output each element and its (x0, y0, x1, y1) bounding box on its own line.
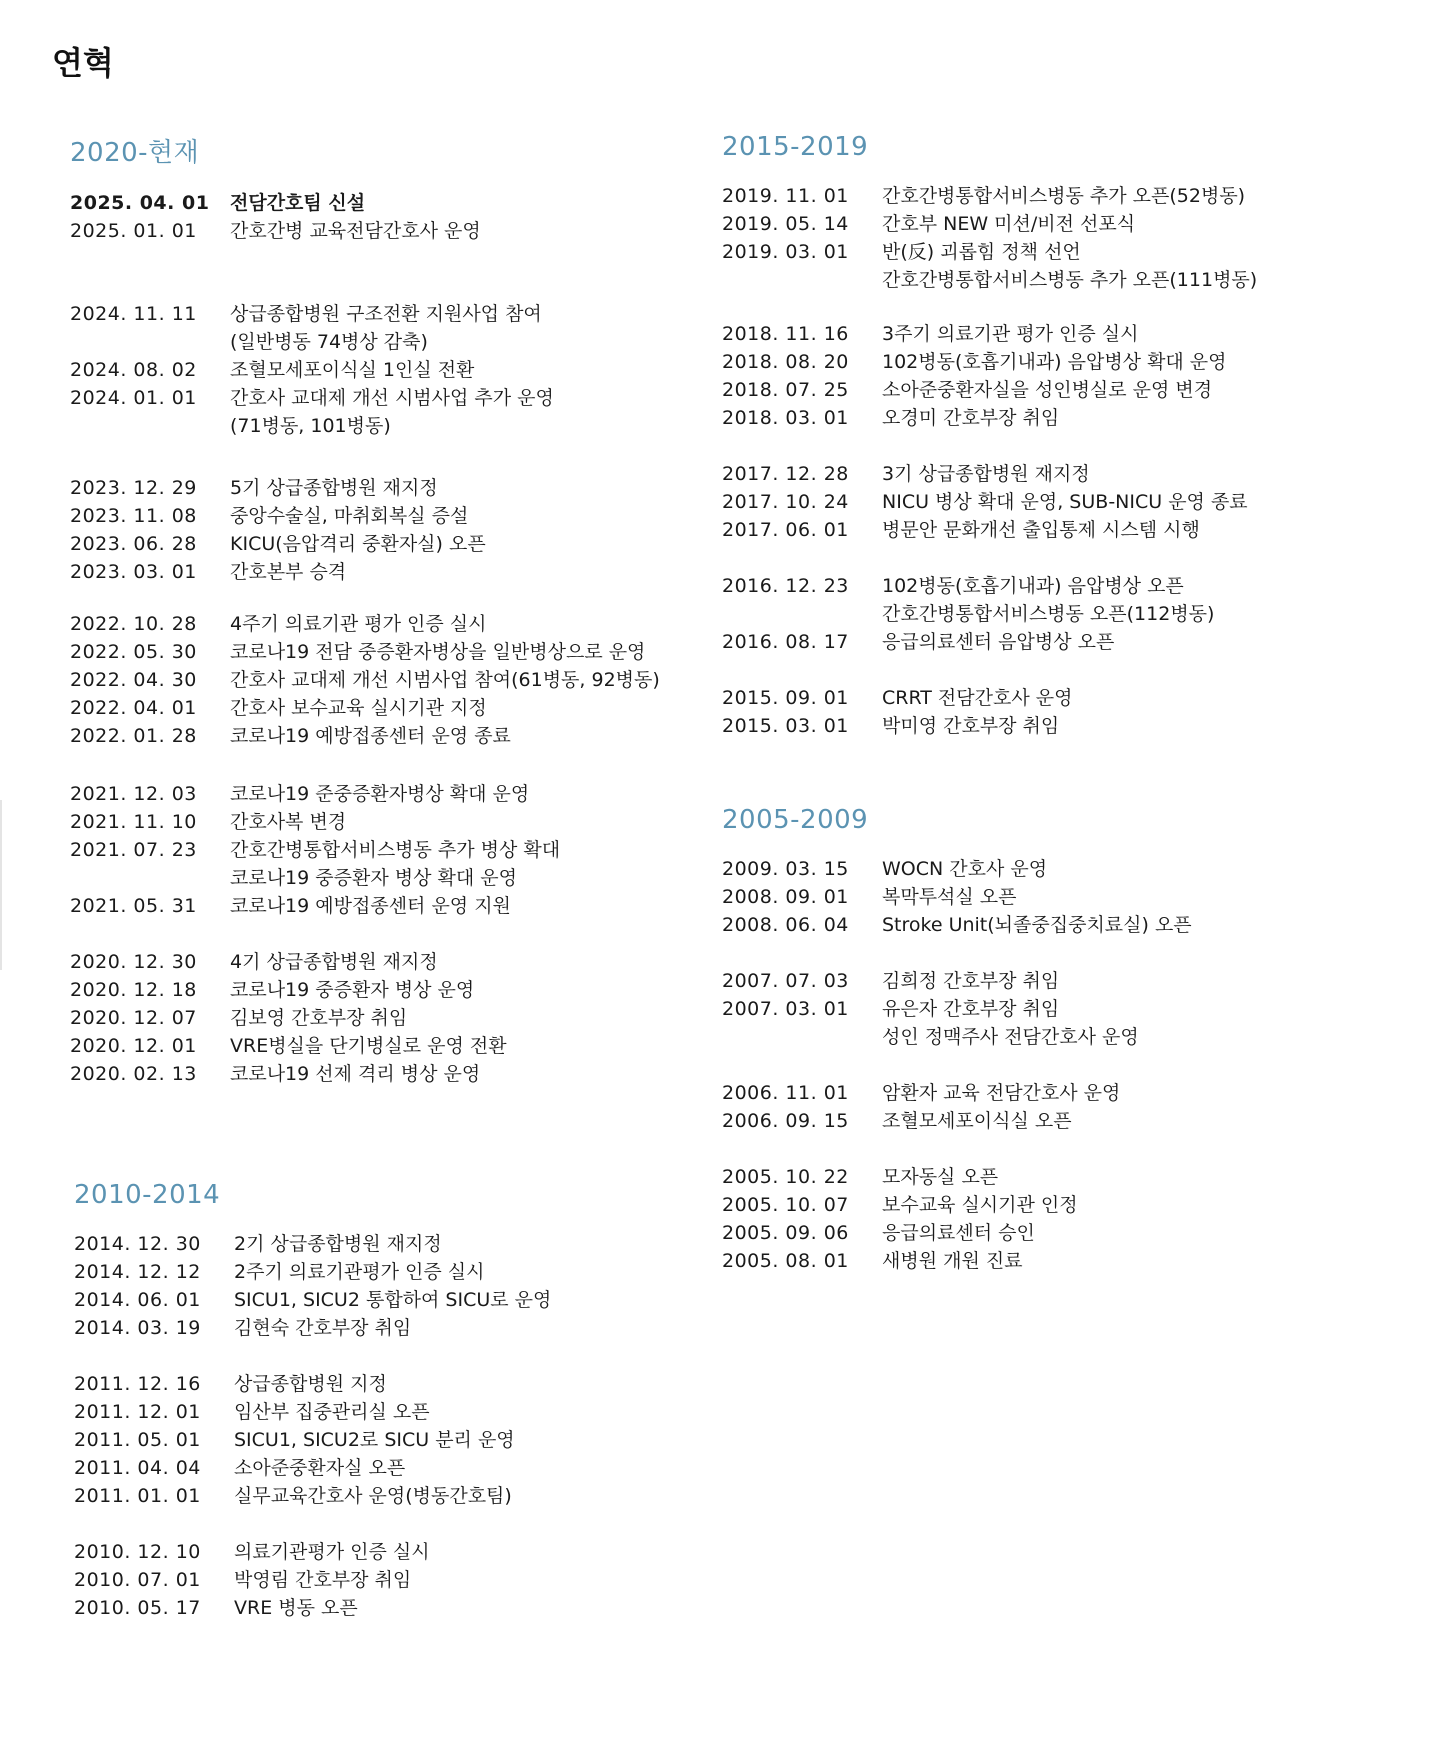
event-date: 2010. 05. 17 (74, 1597, 201, 1619)
timeline-row (70, 356, 660, 384)
event-line: 3기 상급종합병원 재지정 (882, 463, 1090, 485)
event-date: 2020. 12. 07 (70, 1007, 197, 1029)
timeline-row (722, 516, 1257, 544)
event-line: 코로나19 중증환자 병상 확대 운영 (230, 867, 517, 889)
event-line: 전담간호팀 신설 (230, 192, 366, 214)
event-description (234, 1482, 512, 1510)
event-line: 실무교육간호사 운영(병동간호팀) (234, 1485, 512, 1507)
event-date: 2018. 08. 20 (722, 351, 849, 373)
timeline-row (722, 1163, 1192, 1191)
event-date: 2008. 06. 04 (722, 914, 849, 936)
timeline-row (70, 638, 660, 666)
event-date: 2010. 12. 10 (74, 1541, 201, 1563)
event-description (882, 855, 1047, 883)
timeline-row (722, 712, 1257, 740)
timeline-row (722, 572, 1257, 628)
event-line: 의료기관평가 인증 실시 (234, 1541, 430, 1563)
event-line: 김현숙 간호부장 취임 (234, 1317, 412, 1339)
event-date: 2005. 10. 22 (722, 1166, 849, 1188)
event-description (230, 1032, 507, 1060)
event-line: 김희정 간호부장 취임 (882, 970, 1060, 992)
timeline-row (722, 320, 1257, 348)
event-date: 2024. 01. 01 (70, 387, 197, 409)
timeline-row (74, 1398, 551, 1426)
timeline-row (74, 1482, 551, 1510)
event-description (882, 572, 1214, 628)
event-line: 병문안 문화개선 출입통제 시스템 시행 (882, 519, 1200, 541)
event-line: 오경미 간호부장 취임 (882, 407, 1060, 429)
event-line: 코로나19 예방접종센터 운영 종료 (230, 725, 511, 747)
event-line: 코로나19 중증환자 병상 운영 (230, 979, 475, 1001)
timeline-row (70, 666, 660, 694)
event-date: 2014. 03. 19 (74, 1317, 201, 1339)
event-line: 응급의료센터 음압병상 오픈 (882, 631, 1115, 653)
event-date: 2016. 08. 17 (722, 631, 849, 653)
timeline-row (722, 210, 1257, 238)
event-description (882, 320, 1139, 348)
timeline-list (722, 182, 1257, 740)
event-description (882, 883, 1017, 911)
event-description (230, 808, 346, 836)
event-description (882, 1163, 998, 1191)
event-line: 간호부 NEW 미션/비전 선포식 (882, 213, 1136, 235)
event-line: KICU(음압격리 중환자실) 오픈 (230, 533, 486, 555)
event-description (882, 911, 1192, 939)
event-description (234, 1566, 411, 1594)
timeline-row (70, 530, 660, 558)
event-date: 2005. 08. 01 (722, 1250, 849, 1272)
event-description (882, 1247, 1023, 1275)
section-2010-2014 (74, 1180, 551, 1622)
timeline-row (70, 610, 660, 638)
event-description (882, 712, 1059, 740)
section-title: 2010-2014 (74, 1180, 221, 1210)
event-date: 2011. 04. 04 (74, 1457, 201, 1479)
event-date: 2005. 10. 07 (722, 1194, 849, 1216)
event-line: 박미영 간호부장 취임 (882, 715, 1060, 737)
timeline-list (722, 855, 1192, 1275)
timeline-row (70, 948, 660, 976)
event-description (230, 474, 438, 502)
timeline-row (70, 384, 660, 440)
event-description (230, 948, 438, 976)
timeline-row (70, 836, 660, 892)
event-date: 2020. 12. 01 (70, 1035, 197, 1057)
event-description (882, 404, 1059, 432)
event-date: 2019. 03. 01 (722, 241, 849, 263)
event-line: (일반병동 74병상 감축) (230, 331, 428, 353)
event-date: 2016. 12. 23 (722, 575, 849, 597)
timeline-row (722, 883, 1192, 911)
event-date: 2019. 05. 14 (722, 213, 849, 235)
event-description (882, 348, 1227, 376)
event-line: 상급종합병원 구조전환 지원사업 참여 (230, 303, 542, 325)
event-description (230, 356, 474, 384)
event-description (234, 1594, 358, 1622)
event-date: 2018. 11. 16 (722, 323, 849, 345)
event-line: 새병원 개원 진료 (882, 1250, 1023, 1272)
event-description (230, 666, 660, 694)
event-date: 2014. 06. 01 (74, 1289, 201, 1311)
event-description (882, 182, 1245, 210)
event-date: 2023. 12. 29 (70, 477, 197, 499)
event-description (230, 694, 487, 722)
edge-divider (0, 800, 2, 970)
timeline-row (722, 855, 1192, 883)
event-description (882, 1107, 1072, 1135)
event-line: 복막투석실 오픈 (882, 886, 1017, 908)
event-date: 2022. 10. 28 (70, 613, 197, 635)
event-date: 2011. 12. 16 (74, 1373, 201, 1395)
section-title: 2020-현재 (70, 138, 200, 168)
event-line: 소아준중환자실 오픈 (234, 1457, 406, 1479)
event-description (230, 892, 511, 920)
section-2020-present (70, 132, 660, 1088)
event-description (230, 638, 645, 666)
event-date: 2025. 04. 01 (70, 192, 210, 214)
event-date: 2017. 06. 01 (722, 519, 849, 541)
event-line: 간호본부 승격 (230, 561, 347, 583)
event-line: SICU1, SICU2 통합하여 SICU로 운영 (234, 1289, 552, 1311)
section-title: 2015-2019 (722, 132, 869, 162)
event-line: 2주기 의료기관평가 인증 실시 (234, 1261, 485, 1283)
event-line: VRE병실을 단기병실로 운영 전환 (230, 1035, 507, 1057)
timeline-row (70, 722, 660, 750)
event-description (230, 384, 554, 440)
event-date: 2008. 09. 01 (722, 886, 849, 908)
timeline-row (722, 911, 1192, 939)
event-date: 2011. 01. 01 (74, 1485, 201, 1507)
event-line: 2기 상급종합병원 재지정 (234, 1233, 442, 1255)
timeline-row (70, 474, 660, 502)
event-description (234, 1538, 430, 1566)
section-title: 2005-2009 (722, 805, 869, 835)
event-line: 코로나19 준중증환자병상 확대 운영 (230, 783, 530, 805)
event-description (234, 1314, 411, 1342)
event-line: SICU1, SICU2로 SICU 분리 운영 (234, 1429, 515, 1451)
timeline-row (74, 1426, 551, 1454)
event-date: 2021. 12. 03 (70, 783, 197, 805)
event-description (234, 1286, 551, 1314)
event-date: 2009. 03. 15 (722, 858, 849, 880)
event-line: 간호사 보수교육 실시기관 지정 (230, 697, 487, 719)
event-description (230, 189, 365, 217)
event-description (230, 530, 486, 558)
event-date: 2024. 08. 02 (70, 359, 197, 381)
event-line: 조혈모세포이식실 오픈 (882, 1110, 1072, 1132)
timeline-row (70, 1032, 660, 1060)
event-date: 2024. 11. 11 (70, 303, 197, 325)
event-line: 중앙수술실, 마취회복실 증설 (230, 505, 469, 527)
event-line: 간호간병통합서비스병동 추가 병상 확대 (230, 839, 561, 861)
timeline-row (722, 995, 1192, 1051)
event-description (234, 1370, 387, 1398)
event-date: 2018. 03. 01 (722, 407, 849, 429)
timeline-row (70, 1004, 660, 1032)
page-title: 연혁 (52, 44, 114, 82)
timeline-row (722, 967, 1192, 995)
event-description (882, 1191, 1078, 1219)
event-description (882, 210, 1135, 238)
event-date: 2022. 01. 28 (70, 725, 197, 747)
event-line: 간호간병통합서비스병동 오픈(112병동) (882, 603, 1215, 625)
event-description (882, 238, 1257, 294)
event-date: 2021. 05. 31 (70, 895, 197, 917)
event-line: 4기 상급종합병원 재지정 (230, 951, 438, 973)
timeline-row (722, 182, 1257, 210)
timeline-row (74, 1454, 551, 1482)
event-description (882, 995, 1139, 1051)
event-line: VRE 병동 오픈 (234, 1597, 358, 1619)
event-description (230, 502, 468, 530)
event-line: 간호사 교대제 개선 시범사업 참여(61병동, 92병동) (230, 669, 660, 691)
event-description (230, 722, 511, 750)
event-date: 2019. 11. 01 (722, 185, 849, 207)
timeline-row (722, 1191, 1192, 1219)
timeline-list (74, 1230, 551, 1622)
event-line: 간호간병 교육전담간호사 운영 (230, 220, 481, 242)
event-description (230, 558, 346, 586)
event-description (234, 1426, 515, 1454)
event-date: 2007. 07. 03 (722, 970, 849, 992)
event-line: 박영림 간호부장 취임 (234, 1569, 412, 1591)
event-line: 102병동(호흡기내과) 음압병상 확대 운영 (882, 351, 1227, 373)
timeline-row (74, 1370, 551, 1398)
event-description (230, 1004, 407, 1032)
event-line: 간호사복 변경 (230, 811, 347, 833)
timeline-row (74, 1258, 551, 1286)
event-date: 2022. 04. 30 (70, 669, 197, 691)
event-line: 임산부 집중관리실 오픈 (234, 1401, 430, 1423)
event-line: 소아준중환자실을 성인병실로 운영 변경 (882, 379, 1213, 401)
event-description (882, 1219, 1035, 1247)
event-date: 2017. 10. 24 (722, 491, 849, 513)
event-line: NICU 병상 확대 운영, SUB-NICU 운영 종료 (882, 491, 1248, 513)
event-date: 2011. 12. 01 (74, 1401, 201, 1423)
timeline-row (722, 348, 1257, 376)
timeline-row (70, 892, 660, 920)
timeline-row (70, 300, 660, 356)
event-description (230, 610, 487, 638)
event-description (230, 836, 560, 892)
event-date: 2014. 12. 30 (74, 1233, 201, 1255)
event-date: 2020. 02. 13 (70, 1063, 197, 1085)
timeline-row (70, 780, 660, 808)
timeline-list (70, 189, 660, 1088)
event-line: 성인 정맥주사 전담간호사 운영 (882, 1026, 1139, 1048)
event-description (230, 217, 481, 245)
timeline-row (70, 217, 660, 245)
section-2005-2009 (722, 805, 1192, 1275)
timeline-row (722, 460, 1257, 488)
timeline-row (722, 1079, 1192, 1107)
event-line: 간호사 교대제 개선 시범사업 추가 운영 (230, 387, 554, 409)
timeline-row (70, 694, 660, 722)
event-line: 간호간병통합서비스병동 추가 오픈(111병동) (882, 269, 1258, 291)
timeline-row (70, 189, 660, 217)
event-date: 2007. 03. 01 (722, 998, 849, 1020)
event-date: 2015. 09. 01 (722, 687, 849, 709)
event-date: 2006. 09. 15 (722, 1110, 849, 1132)
event-description (234, 1454, 405, 1482)
event-description (882, 488, 1248, 516)
event-line: (71병동, 101병동) (230, 415, 391, 437)
event-date: 2020. 12. 18 (70, 979, 197, 1001)
timeline-row (722, 376, 1257, 404)
event-line: 코로나19 선제 격리 병상 운영 (230, 1063, 481, 1085)
timeline-row (70, 502, 660, 530)
event-description (234, 1398, 430, 1426)
event-line: WOCN 간호사 운영 (882, 858, 1048, 880)
timeline-row (74, 1286, 551, 1314)
timeline-row (722, 1107, 1192, 1135)
event-description (882, 376, 1212, 404)
event-line: 3주기 의료기관 평가 인증 실시 (882, 323, 1139, 345)
event-description (230, 300, 542, 356)
event-description (234, 1258, 484, 1286)
event-line: 간호간병통합서비스병동 추가 오픈(52병동) (882, 185, 1246, 207)
event-line: 응급의료센터 승인 (882, 1222, 1035, 1244)
event-line: 보수교육 실시기관 인정 (882, 1194, 1078, 1216)
event-description (882, 684, 1072, 712)
event-line: 반(反) 괴롭힘 정책 선언 (882, 241, 1081, 263)
timeline-row (722, 404, 1257, 432)
event-line: 102병동(호흡기내과) 음압병상 오픈 (882, 575, 1184, 597)
event-date: 2017. 12. 28 (722, 463, 849, 485)
event-line: 모자동실 오픈 (882, 1166, 999, 1188)
event-line: 코로나19 예방접종센터 운영 지원 (230, 895, 511, 917)
event-date: 2022. 04. 01 (70, 697, 197, 719)
event-date: 2021. 07. 23 (70, 839, 197, 861)
event-date: 2023. 03. 01 (70, 561, 197, 583)
timeline-row (70, 1060, 660, 1088)
event-date: 2022. 05. 30 (70, 641, 197, 663)
timeline-row (70, 558, 660, 586)
event-date: 2025. 01. 01 (70, 220, 197, 242)
timeline-row (70, 976, 660, 1004)
timeline-row (722, 1219, 1192, 1247)
timeline-row (70, 808, 660, 836)
timeline-row (74, 1566, 551, 1594)
timeline-row (722, 628, 1257, 656)
event-date: 2010. 07. 01 (74, 1569, 201, 1591)
event-description (230, 1060, 480, 1088)
event-line: 상급종합병원 지정 (234, 1373, 387, 1395)
event-line: 5기 상급종합병원 재지정 (230, 477, 438, 499)
event-line: 4주기 의료기관 평가 인증 실시 (230, 613, 487, 635)
event-line: 김보영 간호부장 취임 (230, 1007, 408, 1029)
event-description (882, 516, 1200, 544)
event-line: 조혈모세포이식실 1인실 전환 (230, 359, 475, 381)
timeline-row (722, 684, 1257, 712)
timeline-row (74, 1538, 551, 1566)
event-description (882, 460, 1090, 488)
timeline-row (74, 1314, 551, 1342)
event-line: 유은자 간호부장 취임 (882, 998, 1060, 1020)
event-description (230, 976, 474, 1004)
event-date: 2023. 11. 08 (70, 505, 197, 527)
event-date: 2015. 03. 01 (722, 715, 849, 737)
event-line: 코로나19 전담 중증환자병상을 일반병상으로 운영 (230, 641, 646, 663)
event-description (882, 628, 1114, 656)
event-date: 2023. 06. 28 (70, 533, 197, 555)
event-description (234, 1230, 442, 1258)
section-2015-2019 (722, 132, 1257, 740)
event-date: 2006. 11. 01 (722, 1082, 849, 1104)
event-description (882, 1079, 1120, 1107)
event-date: 2005. 09. 06 (722, 1222, 849, 1244)
event-date: 2014. 12. 12 (74, 1261, 201, 1283)
event-date: 2011. 05. 01 (74, 1429, 201, 1451)
timeline-row (74, 1230, 551, 1258)
timeline-row (722, 238, 1257, 294)
event-date: 2020. 12. 30 (70, 951, 197, 973)
event-line: Stroke Unit(뇌졸중집중치료실) 오픈 (882, 914, 1192, 936)
timeline-row (722, 488, 1257, 516)
event-line: 암환자 교육 전담간호사 운영 (882, 1082, 1121, 1104)
event-description (882, 967, 1059, 995)
timeline-row (722, 1247, 1192, 1275)
timeline-row (74, 1594, 551, 1622)
event-date: 2018. 07. 25 (722, 379, 849, 401)
event-line: CRRT 전담간호사 운영 (882, 687, 1073, 709)
event-description (230, 780, 529, 808)
event-date: 2021. 11. 10 (70, 811, 197, 833)
